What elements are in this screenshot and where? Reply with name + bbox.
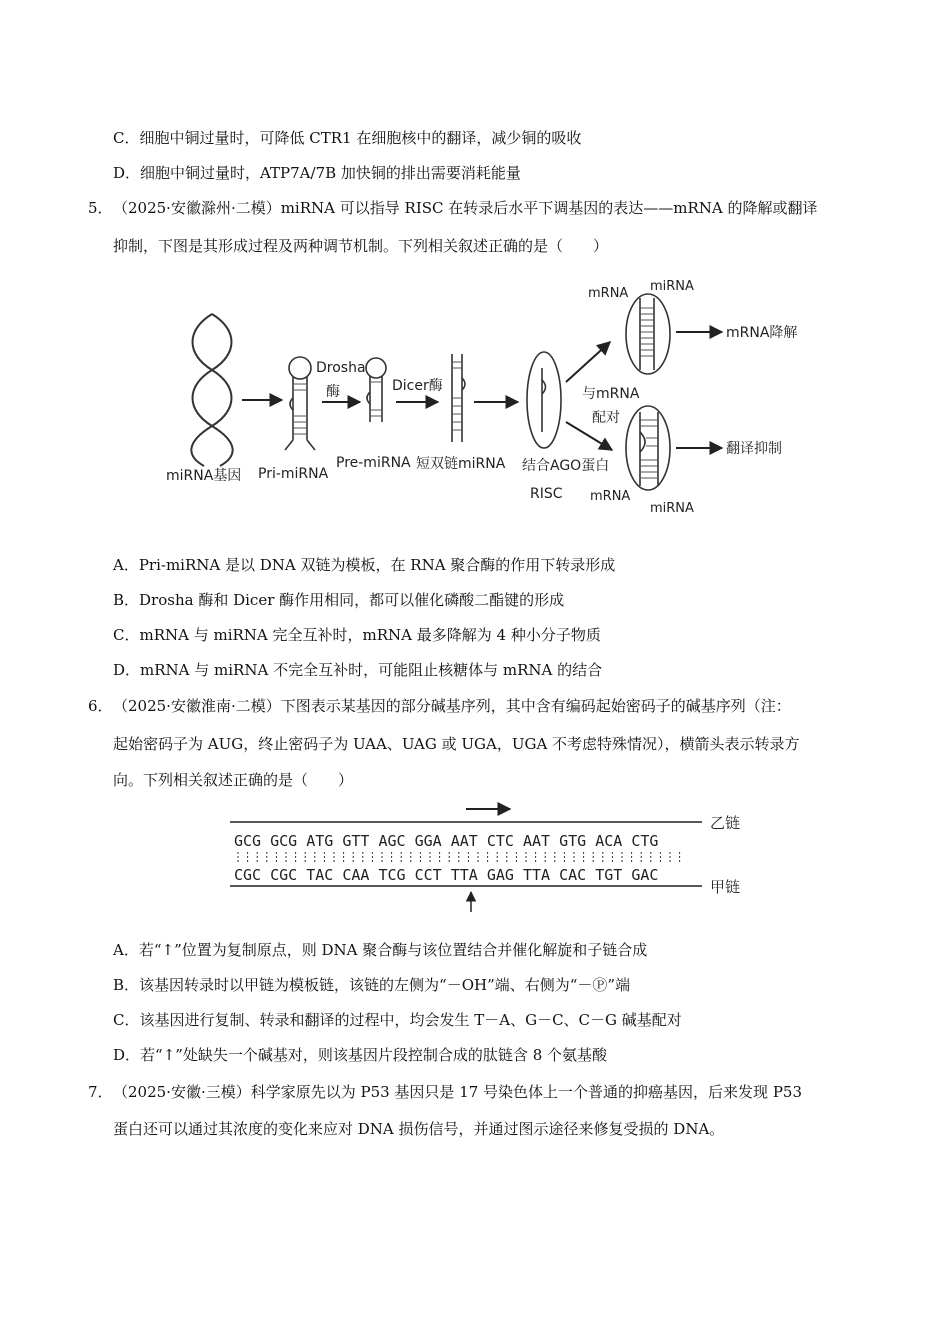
q5-option-b: B．Drosha 酶和 Dicer 酶作用相同，都可以催化磷酸二酯键的形成 [113,591,565,609]
pri-mirna-hairpin-icon [285,357,315,450]
label-chain-yi: 乙链 [710,814,741,832]
q6-stem-line1: （2025·安徽淮南·二模）下图表示某基因的部分碱基序列，其中含有编码起始密码子的碱基序列（注： [113,697,791,715]
q6-option-d: D．若“↑”处缺失一个碱基对，则该基因片段控制合成的肽链含 8 个氨基酸 [113,1046,608,1064]
q5-stem-line1: （2025·安徽滁州·二模）miRNA 可以指导 RISC 在转录后水平下调基因的表达——mRNA 的降解或翻译 [113,199,818,217]
top-chain-sequence: GCG GCG ATG GTT AGC GGA AAT CTC AAT GTG ACA CTG [234,832,659,850]
q4-option-c: C．细胞中铜过量时，可降低 CTR1 在细胞核中的翻译，减少铜的吸收 [113,129,582,147]
label-risc: RISC [530,486,563,502]
label-top-mrna: mRNA [588,286,629,301]
bottom-chain-sequence: CGC CGC TAC CAA TCG CCT TTA GAG TTA CAC TGT GAC [234,866,659,884]
q7-number: 7． [88,1083,113,1101]
risc-complex-icon [527,352,561,448]
q7-stem-line2: 蛋白还可以通过其浓度的变化来应对 DNA 损伤信号，并通过图示途径来修复受损的 DNA。 [113,1120,725,1138]
q7-stem-line1: （2025·安徽·三模）科学家原先以为 P53 基因只是 17 号染色体上一个普通的抑癌基因，后来发现 P53 [113,1083,803,1101]
label-mirna-gene: miRNA基因 [166,468,242,484]
q6-stem-line2: 起始密码子为 AUG，终止密码子为 UAA、UAG 或 UGA，UGA 不考虑特殊情况），横箭头表示转录方 [113,735,800,753]
dna-sequence-figure [226,800,766,918]
q4-option-d: D．细胞中铜过量时，ATP7A/7B 加快铜的排出需要消耗能量 [113,164,521,182]
label-short-duplex: 短双链miRNA [416,456,506,472]
label-bottom-mrna: mRNA [590,489,631,504]
dna-helix-icon [191,314,232,466]
q6-stem-line3: 向。下列相关叙述正确的是（ ） [113,771,354,789]
label-drosha-enzyme: 酶 [326,384,340,400]
bottom-risc-icon [626,406,670,490]
pre-mirna-hairpin-icon [366,358,386,422]
label-bottom-mirna: miRNA [650,501,694,516]
q5-stem-line2: 抑制，下图是其形成过程及两种调节机制。下列相关叙述正确的是（ ） [113,237,609,255]
label-mrna-degrade: mRNA降解 [726,325,798,341]
q5-option-d: D．mRNA 与 miRNA 不完全互补时，可能阻止核糖体与 mRNA 的结合 [113,661,603,679]
q6-number: 6． [88,697,113,715]
label-chain-jia: 甲链 [710,878,741,896]
label-pair-mrna: 与mRNA [582,386,640,402]
label-dicer: Dicer酶 [392,378,443,394]
q6-option-c: C．该基因进行复制、转录和翻译的过程中，均会发生 T－A、G－C、C－G 碱基配对 [113,1011,682,1029]
label-pri-mirna: Pri-miRNA [258,466,329,482]
label-top-mirna: miRNA [650,279,694,294]
label-pre-mirna: Pre-miRNA [336,455,411,471]
q6-option-a: A．若“↑”位置为复制原点，则 DNA 聚合酶与该位置结合并催化解旋和子链合成 [113,941,648,959]
label-pair: 配对 [592,410,620,426]
q6-option-b: B．该基因转录时以甲链为模板链，该链的左侧为“－OH”端、右侧为“－Ⓟ”端 [113,976,631,994]
q5-number: 5． [88,199,113,217]
label-drosha: Drosha [316,360,366,376]
top-risc-icon [626,294,670,374]
label-ago: 结合AGO蛋白 [522,458,610,474]
mirna-pathway-figure [160,272,800,522]
q5-option-c: C．mRNA 与 miRNA 完全互补时，mRNA 最多降解为 4 种小分子物质 [113,626,601,644]
q5-option-a: A．Pri-miRNA 是以 DNA 双链为模板，在 RNA 聚合酶的作用下转录形成 [113,556,616,574]
label-translation-inhibit: 翻译抑制 [726,441,782,457]
